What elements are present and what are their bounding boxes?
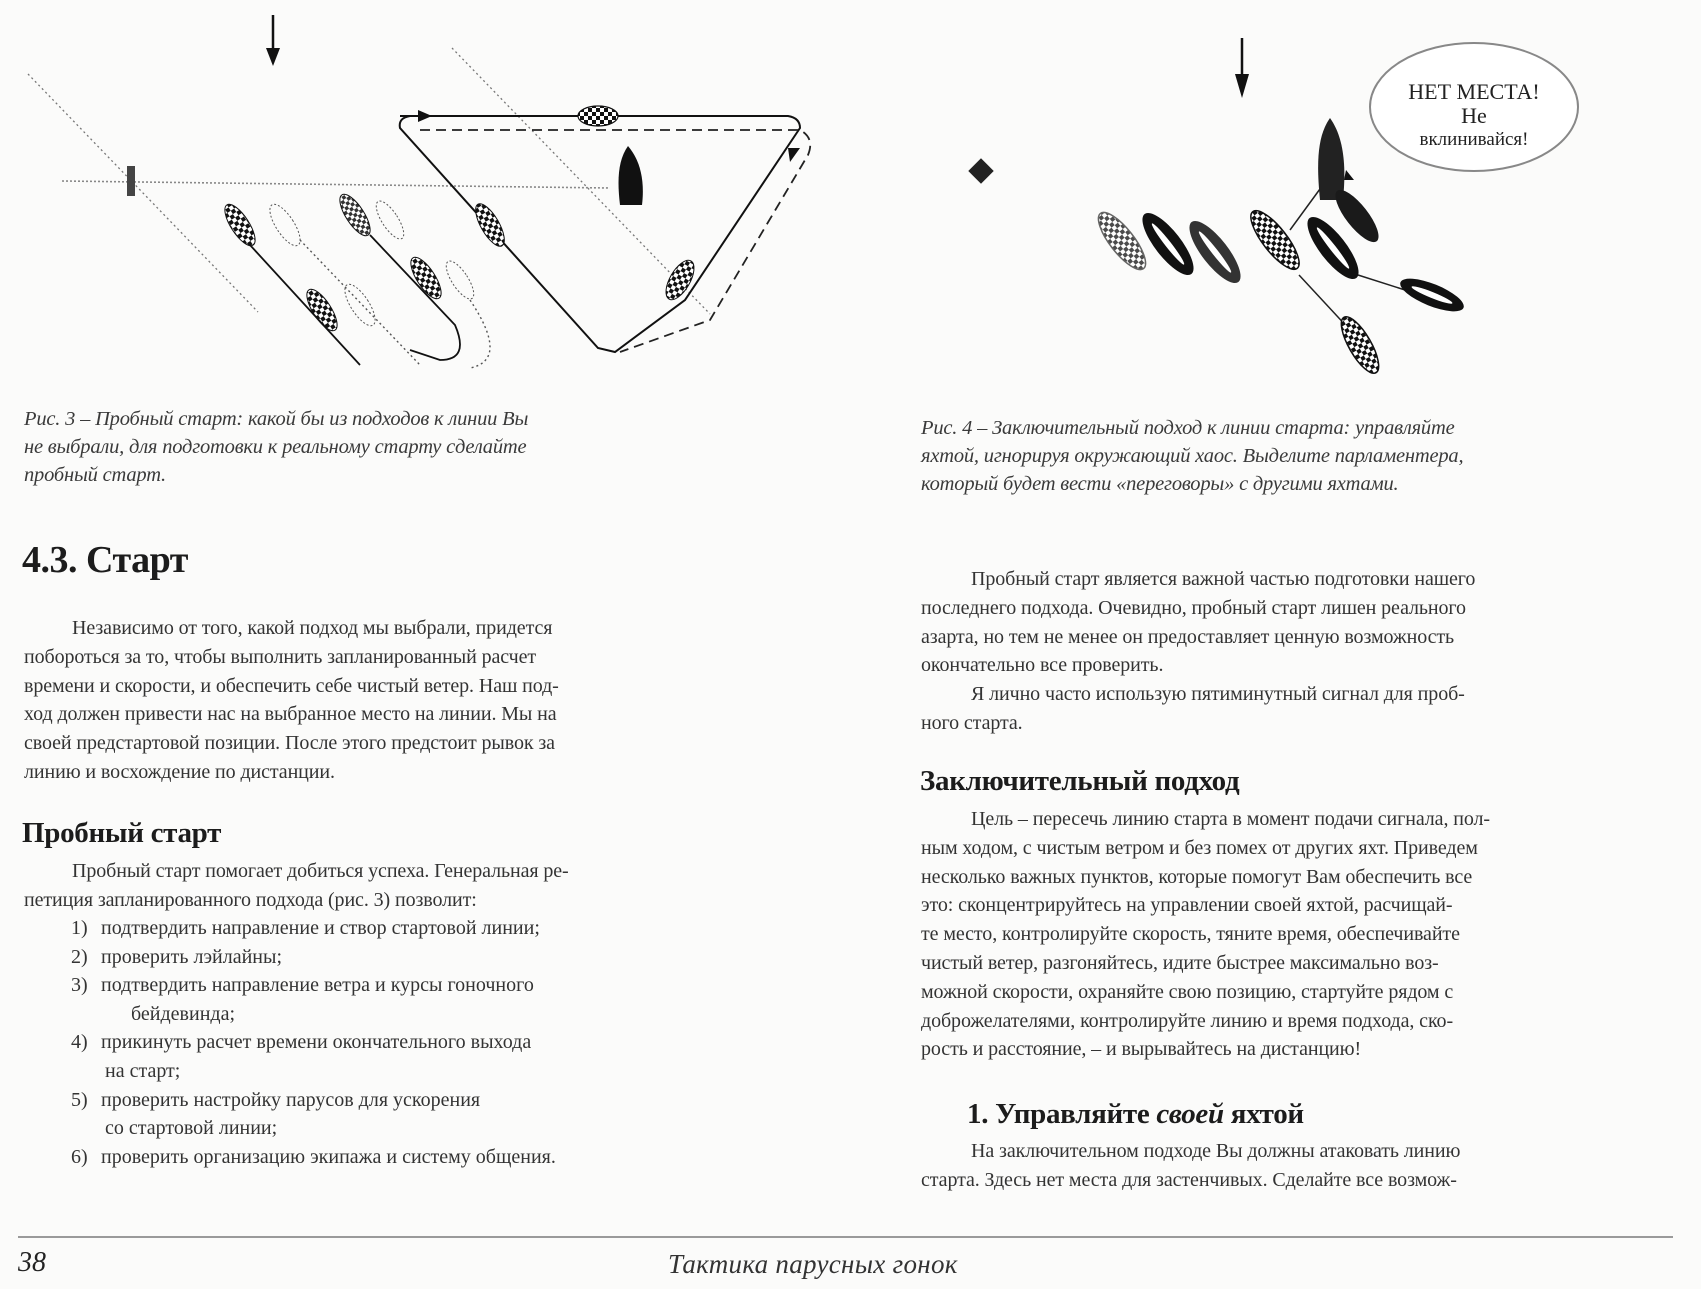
- list-item-text: проверить организацию экипажа и систему общения.: [101, 1145, 556, 1168]
- caption-line: Рис. 3 – Пробный старт: какой бы из подходов к линии Вы: [24, 408, 529, 430]
- text-line: своей предстартовой позиции. После этого предстоит рывок за: [24, 732, 555, 755]
- right-paragraph-3: [921, 805, 1681, 1064]
- numbered-heading: [967, 1098, 1304, 1131]
- text-line: доброжелателями, контролируйте линию и время подхода, ско-: [921, 1009, 1454, 1032]
- text-line: Цель – пересечь линию старта в момент подачи сигнала, пол-: [971, 808, 1490, 830]
- list-item-text: со стартовой линии;: [105, 1117, 278, 1140]
- list-item-number: 6): [71, 1145, 88, 1168]
- figure-4-caption: [921, 414, 1681, 498]
- section-title: 4.3. Старт: [22, 539, 188, 581]
- trial-start-list: [71, 914, 771, 1171]
- text-line: последнего подхода. Очевидно, пробный старт лишен реального: [921, 596, 1466, 619]
- committee-boat-icon: [619, 146, 643, 205]
- heading-emphasis: своей: [1156, 1098, 1224, 1130]
- text-line: несколько важных пунктов, которые помогут Вам обеспечить все: [921, 865, 1473, 888]
- list-item-number: 3): [71, 974, 88, 997]
- list-item-text: проверить лэйлайны;: [101, 945, 282, 968]
- list-item-text: на старт;: [105, 1059, 181, 1082]
- list-item: [71, 943, 771, 972]
- wind-arrow-icon: [1235, 38, 1249, 98]
- text-line: Пробный старт помогает добиться успеха. Генеральная ре-: [72, 860, 569, 882]
- text-line: Независимо от того, какой подход мы выбрали, придется: [72, 617, 553, 639]
- list-item-text: проверить настройку парусов для ускорения: [101, 1088, 481, 1111]
- text-line: можной скорости, охраняйте свою позицию, стартуйте рядом с: [921, 980, 1454, 1003]
- list-item-number: 5): [71, 1088, 88, 1111]
- text-line: ход должен привести нас на выбранное место на линии. Мы на: [24, 703, 557, 726]
- subheading-final-approach: Заключительный подход: [920, 765, 1240, 797]
- page-number: 38: [18, 1247, 46, 1278]
- list-item-text: подтвердить направление и створ стартовой линии;: [101, 917, 540, 939]
- text-line: это: сконцентрируйтесь на управлении своей яхтой, расчищай-: [921, 894, 1453, 917]
- committee-boat-icon: [1318, 118, 1344, 200]
- text-line: На заключительном подходе Вы должны атаковать линию: [971, 1140, 1461, 1162]
- text-line: те место, контролируйте скорость, тяните время, обеспечивайте: [921, 923, 1460, 946]
- speech-bubble-text: [1370, 80, 1578, 152]
- right-paragraph-4: [921, 1137, 1681, 1195]
- figure-4-diagram: [950, 0, 1701, 380]
- list-item: [71, 914, 771, 943]
- text-line: окончательно все проверить.: [921, 654, 1164, 677]
- bubble-line-2: Не: [1461, 103, 1487, 128]
- list-item-text: прикинуть расчет времени окончательного выхода: [101, 1031, 532, 1054]
- text-line: линию и восхождение по дистанции.: [24, 760, 335, 783]
- list-item-number: 2): [71, 945, 88, 968]
- pin-buoy-icon: [968, 158, 993, 183]
- caption-line: не выбрали, для подготовки к реальному старту сделайте: [24, 436, 527, 458]
- text-line: Пробный старт является важной частью подготовки нашего: [971, 568, 1476, 590]
- right-paragraph-1: [921, 565, 1681, 738]
- caption-line: который будет вести «переговоры» с другими яхтами.: [921, 473, 1399, 495]
- list-item-text: подтвердить направление ветра и курсы гоночного: [101, 974, 534, 997]
- trial-start-paragraph: [24, 857, 779, 915]
- text-line: ного старта.: [921, 711, 1023, 734]
- start-buoy-icon: [127, 166, 135, 196]
- list-item: [71, 1086, 771, 1143]
- figure-3-caption: [24, 405, 714, 489]
- text-line: чистый ветер, разгоняйтесь, идите быстрее максимально воз-: [921, 951, 1439, 974]
- wind-arrow-icon: [266, 15, 280, 66]
- list-item-number: 1): [71, 917, 88, 939]
- intro-paragraph: [24, 614, 779, 787]
- running-title: Тактика парусных гонок: [668, 1249, 958, 1279]
- subheading-trial-start: Пробный старт: [22, 817, 222, 849]
- heading-suffix: яхтой: [1223, 1098, 1304, 1130]
- list-item-number: 4): [71, 1031, 88, 1054]
- list-item: [71, 1143, 771, 1172]
- bubble-line-3: вклинивайся!: [1419, 129, 1529, 150]
- bubble-line-1: НЕТ МЕСТА!: [1408, 79, 1540, 104]
- text-line: ным ходом, с чистым ветром и без помех от других яхт. Приведем: [921, 836, 1478, 859]
- text-line: петиция запланированного подхода (рис. 3) позволит:: [24, 888, 477, 911]
- list-item: [71, 971, 771, 1028]
- caption-line: пробный старт.: [24, 464, 166, 486]
- text-line: времени и скорости, и обеспечить себе чистый ветер. Наш под-: [24, 674, 559, 697]
- figure-3-diagram: [0, 0, 850, 370]
- text-line: Я лично часто использую пятиминутный сигнал для проб-: [971, 683, 1465, 706]
- list-item-text: бейдевинда;: [131, 1002, 236, 1025]
- heading-prefix: 1. Управляйте: [967, 1098, 1157, 1130]
- text-line: побороться за то, чтобы выполнить запланированный расчет: [24, 645, 537, 668]
- caption-line: яхтой, игнорируя окружающий хаос. Выделите парламентера,: [921, 445, 1464, 467]
- text-line: рость и расстояние, – и вырывайтесь на дистанцию!: [921, 1038, 1362, 1061]
- list-item: [71, 1028, 771, 1085]
- text-line: азарта, но тем не менее он предоставляет ценную возможность: [921, 625, 1455, 648]
- text-line: старта. Здесь нет места для застенчивых. Сделайте все возмож-: [921, 1168, 1457, 1191]
- caption-line: Рис. 4 – Заключительный подход к линии старта: управляйте: [921, 417, 1455, 439]
- footer-divider: [18, 1236, 1673, 1238]
